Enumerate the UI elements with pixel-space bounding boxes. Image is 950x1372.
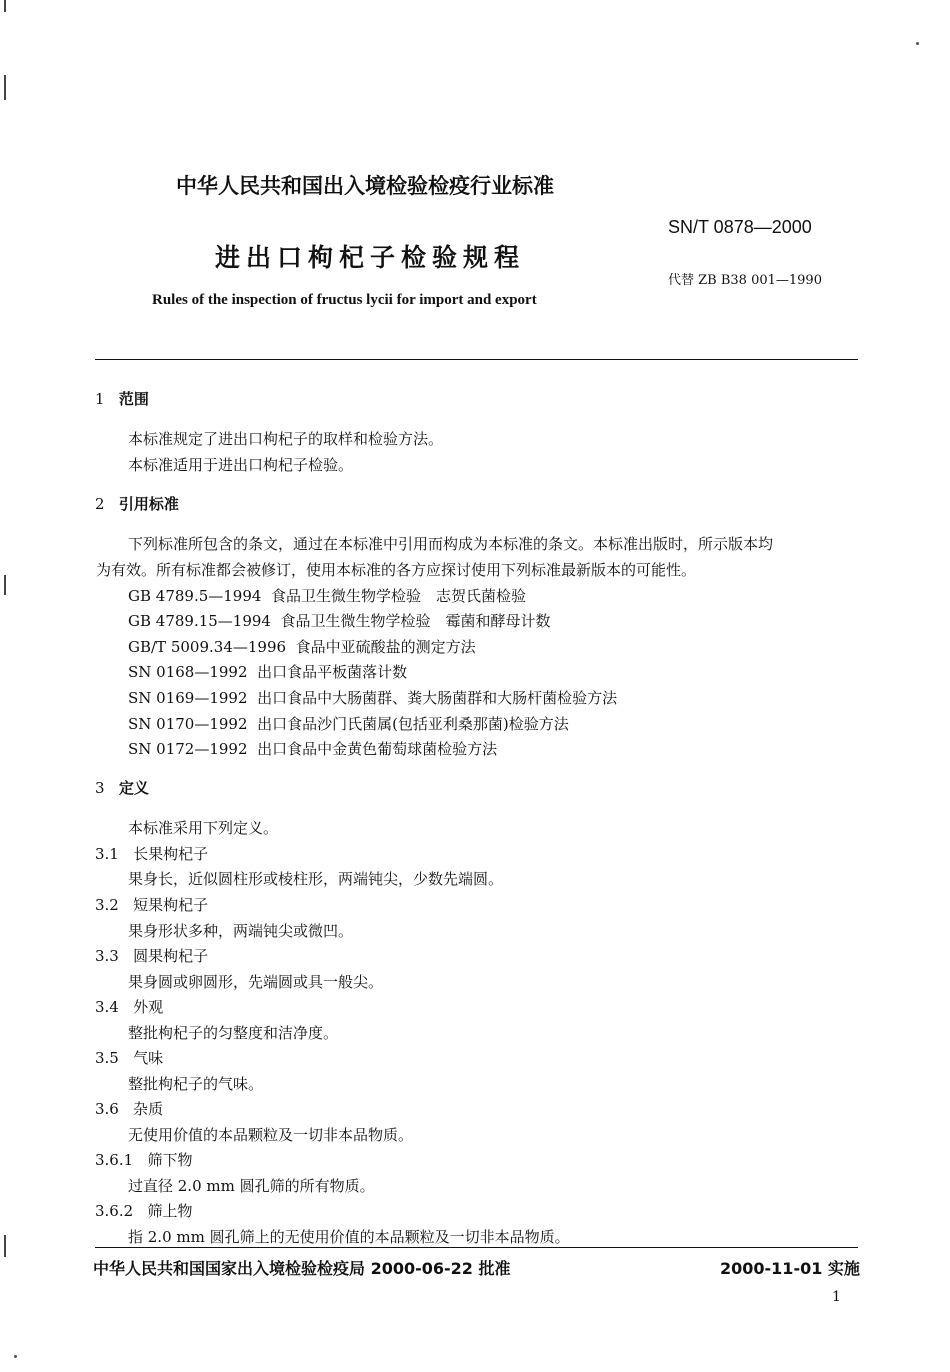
reference-item: [128, 636, 476, 657]
section-number: 1: [95, 390, 105, 408]
definition-number: 3.4: [95, 998, 119, 1016]
reference-code: SN 0172—1992: [128, 740, 248, 758]
definition-term-label: 长果枸杞子: [133, 845, 209, 863]
definition-text: 果身圆或卵圆形，先端圆或具一般尖。: [128, 973, 384, 991]
reference-name: 出口食品中大肠菌群、粪大肠菌群和大肠杆菌检验方法: [257, 689, 618, 707]
definition-term-label: 气味: [133, 1049, 164, 1067]
reference-name: 出口食品中金黄色葡萄球菌检验方法: [257, 740, 498, 758]
scope-paragraph: 本标准规定了进出口枸杞子的取样和检验方法。: [128, 430, 444, 448]
replaces-standard: 代替 ZB B38 001—1990: [668, 273, 822, 288]
reference-code: GB 4789.5—1994: [128, 587, 262, 605]
definition-number: 3.3: [95, 947, 119, 965]
implementation-date: 2000-11-01 实施: [720, 1259, 860, 1278]
reference-code: GB/T 5009.34—1996: [128, 638, 287, 656]
reference-item: [128, 610, 551, 631]
reference-name: 出口食品平板菌落计数: [257, 663, 408, 681]
definition-term: [95, 894, 208, 915]
references-intro: 为有效。所有标准都会被修订，使用本标准的各方应探讨使用下列标准最新版本的可能性。: [96, 561, 697, 579]
english-title: Rules of the inspection of fructus lycii for import and export: [152, 292, 537, 308]
section-title: 引用标准: [118, 495, 179, 513]
definition-term: [95, 1200, 193, 1221]
reference-name: 食品卫生微生物学检验 霉菌和酵母计数: [280, 612, 551, 630]
reference-item: [128, 687, 617, 708]
reference-name: 出口食品沙门氏菌属(包括亚利桑那菌)检验方法: [257, 715, 569, 733]
reference-item: [128, 661, 407, 682]
scan-dot: [14, 1355, 17, 1358]
definition-text: 整批枸杞子的气味。: [128, 1075, 264, 1093]
reference-code: SN 0169—1992: [128, 689, 248, 707]
section-title: 范围: [118, 390, 149, 408]
definition-number: 3.6: [95, 1100, 119, 1118]
definition-term-label: 短果枸杞子: [133, 896, 209, 914]
reference-code: SN 0168—1992: [128, 663, 248, 681]
scope-paragraph: 本标准适用于进出口枸杞子检验。: [128, 456, 354, 474]
definition-term-label: 外观: [133, 998, 164, 1016]
definition-number: 3.2: [95, 896, 119, 914]
scan-edge-mark: [4, 0, 6, 12]
page-number: 1: [832, 1289, 841, 1305]
section-heading: [95, 777, 149, 798]
definitions-intro: 本标准采用下列定义。: [128, 819, 279, 837]
reference-name: 食品中亚硫酸盐的测定方法: [295, 638, 476, 656]
section-number: 2: [95, 495, 105, 513]
definition-text: 果身长，近似圆柱形或棱柱形，两端钝尖，少数先端圆。: [128, 870, 504, 888]
section-number: 3: [95, 779, 105, 797]
definition-term: [95, 1047, 163, 1068]
definition-term: [95, 1098, 163, 1119]
reference-item: [128, 585, 526, 606]
document-title: 进出口枸杞子检验规程: [215, 243, 526, 272]
definition-number: 3.6.1: [95, 1151, 134, 1169]
reference-item: [128, 738, 497, 759]
definition-term: [95, 1149, 193, 1170]
header-divider: [95, 359, 858, 360]
industry-standard-heading: 中华人民共和国出入境检验检疫行业标准: [176, 174, 554, 198]
reference-code: GB 4789.15—1994: [128, 612, 271, 630]
definition-text: 果身形状多种，两端钝尖或微凹。: [128, 922, 354, 940]
definition-text: 整批枸杞子的匀整度和洁净度。: [128, 1024, 339, 1042]
definition-text: 过直径 2.0 mm 圆孔筛的所有物质。: [128, 1177, 375, 1195]
scan-edge-mark: [4, 1235, 6, 1257]
scan-edge-mark: [4, 75, 6, 100]
definition-number: 3.1: [95, 845, 119, 863]
scan-dot: [916, 42, 919, 45]
definition-number: 3.6.2: [95, 1202, 134, 1220]
definition-term-label: 筛下物: [147, 1151, 193, 1169]
definition-term-label: 筛上物: [147, 1202, 193, 1220]
definition-number: 3.5: [95, 1049, 119, 1067]
footer-divider: [95, 1247, 858, 1248]
section-title: 定义: [118, 779, 149, 797]
definition-term: [95, 843, 208, 864]
reference-code: SN 0170—1992: [128, 715, 248, 733]
references-intro: 下列标准所包含的条文，通过在本标准中引用而构成为本标准的条文。本标准出版时，所示版本均: [128, 535, 774, 553]
definition-text: 无使用价值的本品颗粒及一切非本品物质。: [128, 1126, 414, 1144]
section-heading: [95, 493, 179, 514]
section-heading: [95, 388, 149, 409]
definition-term-label: 杂质: [133, 1100, 164, 1118]
approval-line: 中华人民共和国国家出入境检验检疫局 2000-06-22 批准: [93, 1259, 511, 1278]
reference-name: 食品卫生微生物学检验 志贺氏菌检验: [270, 587, 526, 605]
standard-code: SN/T 0878—2000: [668, 217, 812, 237]
definition-term: [95, 996, 163, 1017]
definition-term: [95, 945, 208, 966]
definition-term-label: 圆果枸杞子: [133, 947, 209, 965]
scan-edge-mark: [4, 575, 6, 595]
reference-item: [128, 713, 569, 734]
definition-text: 指 2.0 mm 圆孔筛上的无使用价值的本品颗粒及一切非本品物质。: [128, 1228, 570, 1246]
